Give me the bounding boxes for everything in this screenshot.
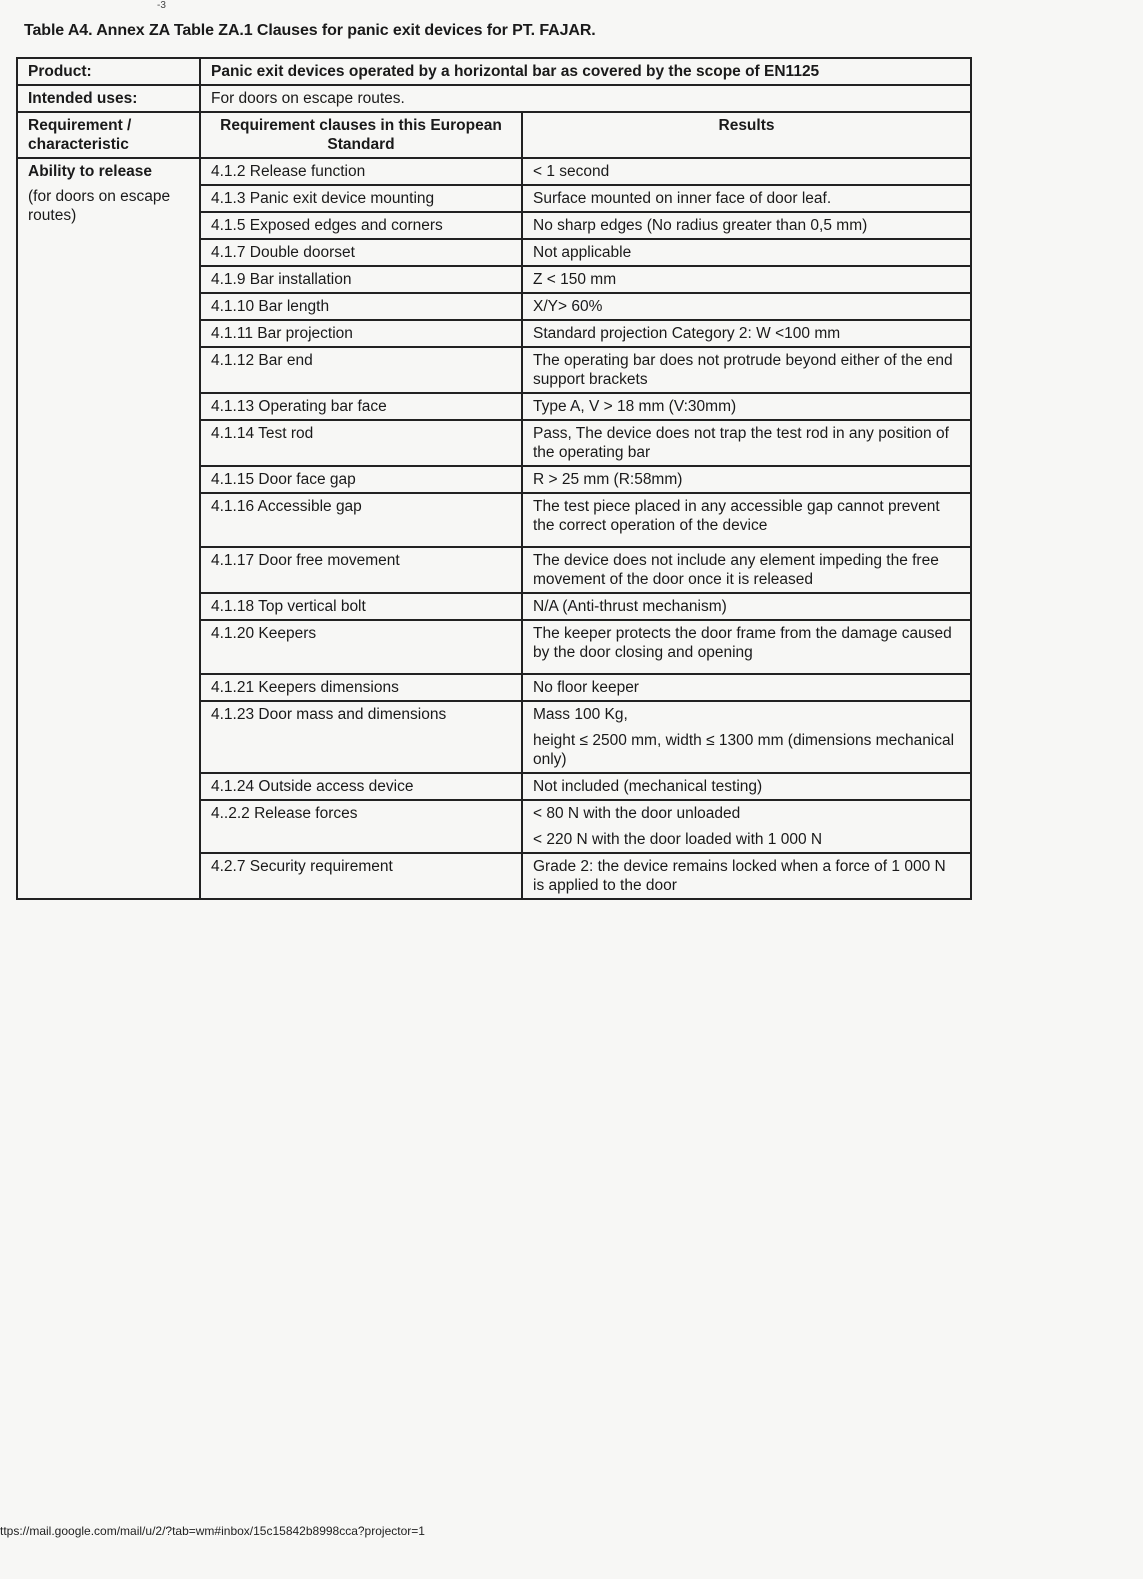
result-text: The test piece placed in any accessible gap cannot prevent the correct operation of the device [533, 498, 940, 534]
result-cell [522, 420, 971, 466]
result-cell [522, 347, 971, 393]
intended-uses-label: Intended uses: [17, 85, 200, 112]
characteristic-note: (for doors on escape routes) [28, 188, 171, 224]
characteristic-cell [17, 158, 200, 899]
table-row [17, 158, 971, 185]
result-text: No floor keeper [533, 679, 639, 696]
result-cell [522, 547, 971, 593]
clause-cell: 4.1.3 Panic exit device mounting [200, 185, 522, 212]
result-text: Z < 150 mm [533, 271, 617, 288]
clause-cell: 4.1.16 Accessible gap [200, 493, 522, 547]
clause-cell: 4.1.7 Double doorset [200, 239, 522, 266]
clause-cell: 4.1.17 Door free movement [200, 547, 522, 593]
result-text: Mass 100 Kg, [533, 706, 628, 723]
footer-url: ttps://mail.google.com/mail/u/2/?tab=wm#inbox/15c15842b8998cca?projector=1 [0, 1524, 425, 1538]
result-text: The keeper protects the door frame from the damage caused by the door closing and opening [533, 625, 952, 661]
result-text: Type A, V > 18 mm (V:30mm) [533, 398, 737, 415]
clause-cell: 4.1.14 Test rod [200, 420, 522, 466]
result-cell [522, 239, 971, 266]
result-cell [522, 620, 971, 674]
product-value: Panic exit devices operated by a horizontal bar as covered by the scope of EN1125 [200, 58, 971, 85]
result-text: < 220 N with the door loaded with 1 000 N [533, 831, 823, 848]
result-text: The device does not include any element impeding the free movement of the door once it is released [533, 552, 939, 588]
clause-cell: 4.1.11 Bar projection [200, 320, 522, 347]
clause-cell: 4.1.13 Operating bar face [200, 393, 522, 420]
result-text: < 80 N with the door unloaded [533, 805, 741, 822]
result-text: N/A (Anti-thrust mechanism) [533, 598, 727, 615]
clause-cell: 4.1.18 Top vertical bolt [200, 593, 522, 620]
clause-cell: 4.1.15 Door face gap [200, 466, 522, 493]
result-text: height ≤ 2500 mm, width ≤ 1300 mm (dimensions mechanical only) [533, 732, 955, 768]
intended-uses-value: For doors on escape routes. [200, 85, 971, 112]
result-cell [522, 593, 971, 620]
result-text: Grade 2: the device remains locked when a force of 1 000 N is applied to the door [533, 858, 946, 894]
clause-cell: 4.1.10 Bar length [200, 293, 522, 320]
result-text: No sharp edges (No radius greater than 0,5 mm) [533, 217, 868, 234]
result-cell [522, 158, 971, 185]
result-text: The operating bar does not protrude beyond either of the end support brackets [533, 352, 953, 388]
result-cell [522, 493, 971, 547]
result-cell [522, 853, 971, 899]
header-results: Results [522, 112, 971, 158]
clause-cell: 4.1.12 Bar end [200, 347, 522, 393]
result-text: Not included (mechanical testing) [533, 778, 763, 795]
result-cell [522, 320, 971, 347]
product-row [17, 58, 971, 85]
result-text: Surface mounted on inner face of door leaf. [533, 190, 832, 207]
clause-cell: 4.1.5 Exposed edges and corners [200, 212, 522, 239]
result-text: R > 25 mm (R:58mm) [533, 471, 683, 488]
result-cell [522, 800, 971, 853]
column-header-row [17, 112, 971, 158]
result-cell [522, 773, 971, 800]
result-text: Pass, The device does not trap the test rod in any position of the operating bar [533, 425, 949, 461]
result-cell [522, 212, 971, 239]
result-text: X/Y> 60% [533, 298, 603, 315]
clause-cell: 4.2.7 Security requirement [200, 853, 522, 899]
result-text: Standard projection Category 2: W <100 mm [533, 325, 841, 342]
result-text: Not applicable [533, 244, 632, 261]
result-cell [522, 293, 971, 320]
product-label: Product: [17, 58, 200, 85]
header-requirement: Requirement / characteristic [17, 112, 200, 158]
result-cell [522, 466, 971, 493]
result-cell [522, 185, 971, 212]
result-cell [522, 266, 971, 293]
result-cell [522, 393, 971, 420]
clause-cell: 4..2.2 Release forces [200, 800, 522, 853]
intended-uses-row [17, 85, 971, 112]
clause-cell: 4.1.21 Keepers dimensions [200, 674, 522, 701]
header-clauses: Requirement clauses in this European Standard [200, 112, 522, 158]
result-cell [522, 674, 971, 701]
result-text: < 1 second [533, 163, 610, 180]
characteristic-title: Ability to release [28, 163, 153, 180]
table-caption: Table A4. Annex ZA Table ZA.1 Clauses for panic exit devices for PT. FAJAR. [24, 22, 596, 39]
clauses-table [16, 57, 972, 900]
clause-cell: 4.1.2 Release function [200, 158, 522, 185]
result-cell [522, 701, 971, 773]
clause-cell: 4.1.20 Keepers [200, 620, 522, 674]
clause-cell: 4.1.23 Door mass and dimensions [200, 701, 522, 773]
clause-cell: 4.1.24 Outside access device [200, 773, 522, 800]
clause-cell: 4.1.9 Bar installation [200, 266, 522, 293]
scan-mark: -3 [157, 0, 166, 11]
